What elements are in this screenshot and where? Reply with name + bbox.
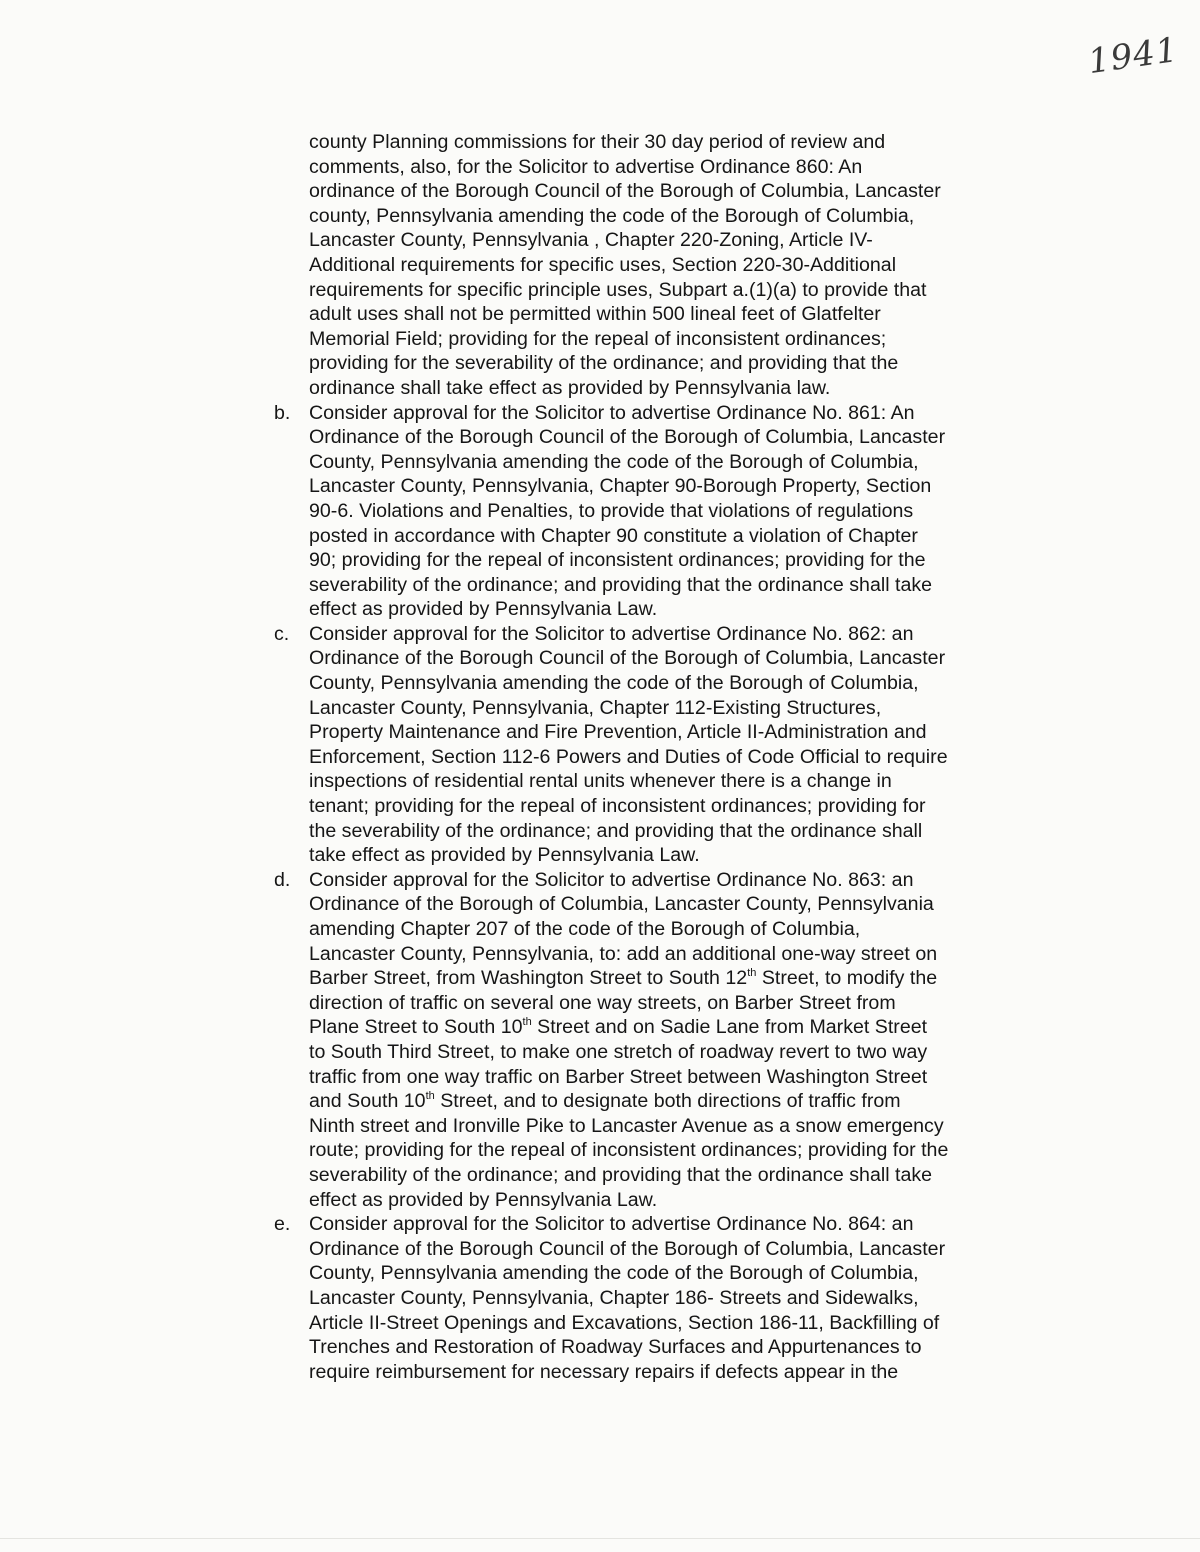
item-marker: b. bbox=[274, 401, 291, 424]
ordinal-suffix: th bbox=[747, 967, 757, 980]
agenda-item-e bbox=[270, 1212, 1030, 1384]
text-line: Lancaster County, Pennsylvania, to: add an additional one-way street on bbox=[309, 942, 938, 965]
item-marker: c. bbox=[274, 622, 290, 645]
text-line: severability of the ordinance; and providing that the ordinance shall take bbox=[309, 1163, 933, 1186]
text-line: Ninth street and Ironville Pike to Lancaster Avenue as a snow emergency bbox=[309, 1114, 944, 1137]
text-line bbox=[309, 1089, 1030, 1114]
text-run: Plane Street to South 10 bbox=[309, 1016, 523, 1039]
ordinal-suffix: th bbox=[522, 1016, 532, 1029]
text-line: route; providing for the repeal of inconsistent ordinances; providing for the bbox=[309, 1139, 949, 1162]
text-line: Consider approval for the Solicitor to advertise Ordinance No. 862: an bbox=[309, 622, 914, 645]
text-line: Ordinance of the Borough Council of the Borough of Columbia, Lancaster bbox=[309, 426, 946, 449]
text-line: county, Pennsylvania amending the code of the Borough of Columbia, bbox=[309, 204, 915, 227]
text-run: Street, to modify the bbox=[756, 967, 938, 990]
text-line: severability of the ordinance; and providing that the ordinance shall take bbox=[309, 573, 933, 596]
text-line: adult uses shall not be permitted within 500 lineal feet of Glatfelter bbox=[309, 303, 881, 326]
text-line: ordinance shall take effect as provided by Pennsylvania law. bbox=[309, 376, 831, 399]
text-line: County, Pennsylvania amending the code of the Borough of Columbia, bbox=[309, 450, 919, 473]
text-line: comments, also, for the Solicitor to advertise Ordinance 860: An bbox=[309, 155, 863, 178]
agenda-item-b bbox=[270, 401, 1030, 622]
text-line: requirements for specific principle uses, Subpart a.(1)(a) to provide that bbox=[309, 278, 927, 301]
text-line: effect as provided by Pennsylvania Law. bbox=[309, 1188, 658, 1211]
text-run: Barber Street, from Washington Street to South 12 bbox=[309, 967, 748, 990]
text-line: 90; providing for the repeal of inconsistent ordinances; providing for the bbox=[309, 549, 926, 572]
agenda-item-d bbox=[270, 868, 1030, 1212]
text-line: Ordinance of the Borough Council of the Borough of Columbia, Lancaster bbox=[309, 1237, 946, 1260]
item-marker: e. bbox=[274, 1213, 291, 1236]
text-line: Ordinance of the Borough Council of the Borough of Columbia, Lancaster bbox=[309, 647, 946, 670]
text-run: Street and on Sadie Lane from Market Street bbox=[531, 1016, 928, 1039]
text-line: Article II-Street Openings and Excavations, Section 186-11, Backfilling of bbox=[309, 1311, 940, 1334]
text-line: Lancaster County, Pennsylvania, Chapter 186- Streets and Sidewalks, bbox=[309, 1286, 919, 1309]
text-line: Consider approval for the Solicitor to advertise Ordinance No. 863: an bbox=[309, 868, 914, 891]
text-line: ordinance of the Borough Council of the Borough of Columbia, Lancaster bbox=[309, 180, 941, 203]
text-line: Memorial Field; providing for the repeal of inconsistent ordinances; bbox=[309, 327, 887, 350]
ordinal-suffix: th bbox=[425, 1090, 435, 1103]
agenda-body bbox=[270, 130, 1030, 1384]
text-line: posted in accordance with Chapter 90 constitute a violation of Chapter bbox=[309, 524, 918, 547]
text-line: County, Pennsylvania amending the code of the Borough of Columbia, bbox=[309, 672, 919, 695]
text-line: traffic from one way traffic on Barber Street between Washington Street bbox=[309, 1065, 928, 1088]
text-line: direction of traffic on several one way streets, on Barber Street from bbox=[309, 991, 896, 1014]
text-line: Trenches and Restoration of Roadway Surfaces and Appurtenances to bbox=[309, 1336, 922, 1359]
text-line: Ordinance of the Borough of Columbia, Lancaster County, Pennsylvania bbox=[309, 893, 934, 916]
intro-paragraph bbox=[270, 130, 1030, 401]
text-line: require reimbursement for necessary repairs if defects appear in the bbox=[309, 1360, 899, 1383]
text-run: and South 10 bbox=[309, 1090, 426, 1113]
text-line: Property Maintenance and Fire Prevention, Article II-Administration and bbox=[309, 721, 927, 744]
item-marker: d. bbox=[274, 868, 291, 891]
text-line: effect as provided by Pennsylvania Law. bbox=[309, 598, 658, 621]
text-line: 90-6. Violations and Penalties, to provide that violations of regulations bbox=[309, 499, 914, 522]
text-line: county Planning commissions for their 30 day period of review and bbox=[309, 131, 886, 153]
text-line: Consider approval for the Solicitor to advertise Ordinance No. 861: An bbox=[309, 401, 915, 424]
handwritten-note: 1941 bbox=[1085, 29, 1181, 83]
text-line: County, Pennsylvania amending the code of the Borough of Columbia, bbox=[309, 1262, 919, 1285]
text-line: Enforcement, Section 112-6 Powers and Duties of Code Official to require bbox=[309, 745, 948, 768]
text-line: Lancaster County, Pennsylvania, Chapter 112-Existing Structures, bbox=[309, 696, 882, 719]
text-line: take effect as provided by Pennsylvania Law. bbox=[309, 844, 700, 867]
text-line: amending Chapter 207 of the code of the Borough of Columbia, bbox=[309, 918, 861, 940]
text-line: providing for the severability of the ordinance; and providing that the bbox=[309, 352, 899, 375]
text-run: Street, and to designate both directions of traffic from bbox=[434, 1090, 901, 1113]
text-line: Lancaster County, Pennsylvania, Chapter 90-Borough Property, Section bbox=[309, 475, 932, 498]
text-line bbox=[309, 966, 1030, 991]
text-line: Lancaster County, Pennsylvania , Chapter 220-Zoning, Article IV- bbox=[309, 229, 873, 252]
text-line: tenant; providing for the repeal of inconsistent ordinances; providing for bbox=[309, 795, 926, 818]
scan-edge-line bbox=[0, 1538, 1200, 1539]
text-line: inspections of residential rental units whenever there is a change in bbox=[309, 770, 892, 793]
text-line: to South Third Street, to make one stretch of roadway revert to two way bbox=[309, 1040, 928, 1063]
text-line: the severability of the ordinance; and providing that the ordinance shall bbox=[309, 819, 923, 842]
text-line bbox=[309, 1015, 1030, 1040]
text-line: Additional requirements for specific uses, Section 220-30-Additional bbox=[309, 253, 897, 276]
text-line: Consider approval for the Solicitor to advertise Ordinance No. 864: an bbox=[309, 1213, 914, 1236]
agenda-item-c bbox=[270, 622, 1030, 868]
